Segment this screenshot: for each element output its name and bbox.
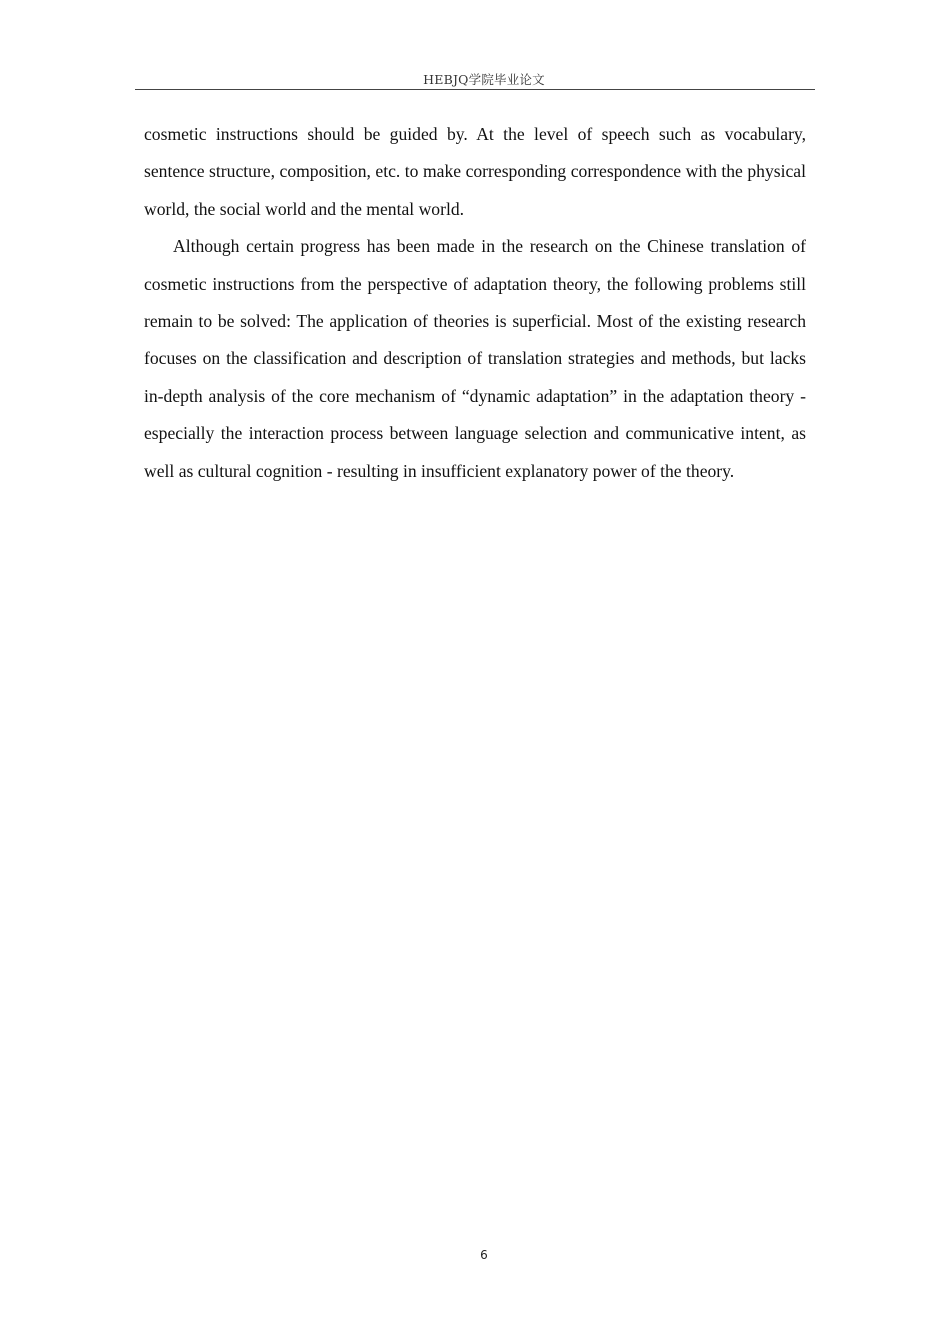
running-header: HEBJQ学院毕业论文: [423, 72, 545, 87]
paragraph: Although certain progress has been made in the research on the Chinese translation of cosmetic instructions from the perspective of adaptation theory, the following problems still remain to be solved: The application of theories is superficial. Most of the existing research focuses on the classification and description of translation strategies and methods, but lacks in-depth analysis of the core mechanism of “dynamic adaptation” in the adaptation theory - especially the interaction process between language selection and communicative intent, as well as cultural cognition - resulting in insufficient explanatory power of the theory.: [144, 236, 806, 481]
paragraph-continuation: cosmetic instructions should be guided by. At the level of speech such as vocabulary, sentence structure, composition, etc. to make corresponding correspondence with the physical world, the social world and the mental world.: [144, 124, 806, 219]
page-number: 6: [480, 1248, 488, 1262]
header-divider: [135, 89, 815, 90]
body-text: [144, 116, 806, 490]
